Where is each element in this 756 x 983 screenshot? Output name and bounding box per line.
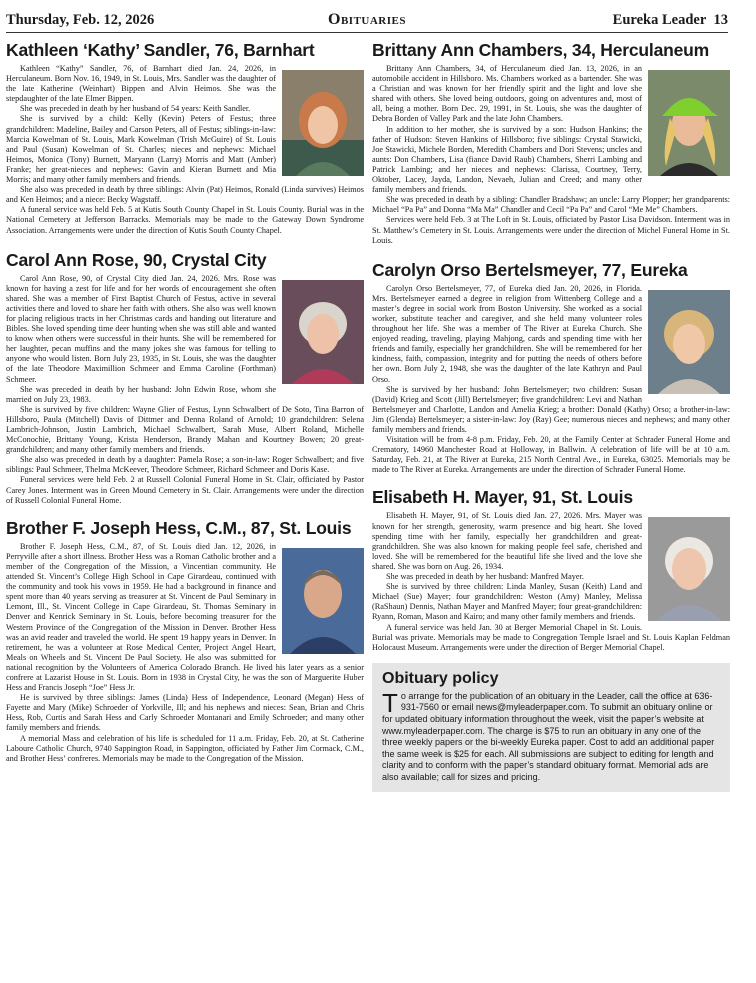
right-column [372, 40, 730, 792]
obituary-paragraph: Brother F. Joseph Hess, C.M., 87, of St. Louis died Jan. 12, 2026, in Perryville after a short illness. Brother Hess was a Roman Catholic brother and a member of the Congregation of the Mission, a Vincentian community. He attended St. Vincent’s College High School in Cape Girardeau, continued with the community and took his vows in 1959. He had a background in finance and spent more than 40 years serving as treasurer at St. Vincent de Paul Seminary in Lemont, Ill., St. Vincent College in Cape Girardeau, St. Thomas Seminary in Denver and Kenrick Seminary in St. Louis, before becoming treasurer for the Western Province of the Congregation of the Mission in Denver. Brother Hess was an avid reader and traveled the world. He spent 19 happy years in Denver. In retirement, he was a volunteer at Rose Medical Center, Project Angel Heart, Meals on Wheels and St. Vincent De Paul Society. He also was submitted for national recognition by the Volunteers of America Colorado Branch. He lived his later years as a senior confrere at Lazarist House in St. Louis. Born in 1938 in Crystal City, he was the son of Marguerite Huber Hess and Francis Joseph “Joe” Hess Jr. [6, 541, 364, 693]
obituary-paragraph: In addition to her mother, she is survived by a son: Hudson Hankins; the father of Hudson: Steven Hankins of Hillsboro; five siblings: Crystal Stawicki, Joe Stawicki, Michele Borden, Meredith Chambers and Dori Stevens; uncles and aunts: Don Chambers, Lisa (fiance David Raub) Chambers, Sherri Lambing and Patrick Lambing; and her nieces and nephews: Clarissa, Courtney, Terry, Oktober, Lacey, Jayda, Landon, Nevaeh, Julian and Creed; and many other family members and friends. [372, 124, 642, 195]
obituary-mayer [372, 487, 730, 652]
obituary-paragraph: She was preceded in death by her husband of 54 years: Keith Sandler. [20, 104, 251, 114]
portrait-photo [648, 290, 730, 394]
obituary-paragraph: He is survived by three siblings: James (Linda) Hess of Independence, Leonard (Megan) Hess of Fayette and Mary (Mike) Schroeder of Yorkville, Ill; and his nephews and nieces: Sean, Brian and Chris Hess, Rob, Curtis and Sarah Hess and Carly Schroeder Montanari and Emily Schroeder; and many other family members and friends. [6, 693, 364, 733]
obituary-paragraph: A memorial Mass and celebration of his life is scheduled for 11 a.m. Friday, Feb. 20, at St. Catherine Laboure Catholic Church, 9740 Sappington Road, in Sappington, officiated by Father Jim Cormack, C.M., and Brother Hess’ confreres. Memorials may be made to the Congregation of the Mission. [6, 733, 364, 763]
obituary-paragraph: Kathleen “Kathy” Sandler, 76, of Barnhart died Jan. 24, 2026, in Herculaneum. Born Nov. 16, 1949, in St. Louis, Mrs. Sandler was the daughter of the late Katherine (Weinhart) Bippen and Alvin Heimos. She was the stepdaughter of the late Elmer Bippen. [6, 64, 276, 104]
obituary-title: Brittany Ann Chambers, 34, Herculaneum [372, 40, 709, 60]
portrait-image [648, 290, 730, 394]
obituary-bertelsmeyer [372, 260, 730, 476]
issue-date: Thursday, Feb. 12, 2026 [6, 12, 155, 28]
obituary-rose [6, 250, 364, 506]
obituary-paragraph: She was preceded in death by a sibling: Chandler Bradshaw; an uncle: Larry Plopper; her grandparents: Michael “Pa Pa” and Donna “Ma Ma” Chandler and Cecil “Pa Pa” and Carol “Me Me” Chambers. [372, 195, 730, 215]
obituary-hess [6, 518, 364, 764]
obituary-paragraph: Visitation will be from 4-8 p.m. Friday, Feb. 20, at the Family Center at Schrader Funeral Home and Crematory, 14960 Manchester Road at Holloway, in Ballwin. A celebration of life will be at 10 a.m. Saturday, Feb. 21, at The River at Eureka, 215 North Central Ave., in Eureka, 63025. Memorials may be made to The River at Eureka. Arrangements are under the direction of Schrader Funeral Home. [372, 435, 730, 475]
paper-name: Eureka Leader [612, 12, 707, 28]
portrait-image [648, 70, 730, 176]
obituary-paragraph: She was preceded in death by her husband: Manfred Mayer. [386, 572, 584, 582]
obituary-sandler [6, 40, 364, 236]
page-number: 13 [713, 12, 728, 28]
obituary-paragraph: She is survived by five children: Wayne Glier of Festus, Lynn Schwalbert of De Soto, Tina Barron of Hillsboro, Paula (Mitchell) Davis of Dittmer and Denna Roland of Arnold; 10 grandchildren: Selena Lambrich-Johnson, Justin Lambrich, Michael Schwalbert, Sarah Muse, Albert Roland, Michelle McConochie, Brittany Young, Krista Henderson, Brandy Mahan and Kourtney Bowen; 20 great-grandchildren; and many other family members and friends. [6, 404, 364, 455]
obituary-paragraph: She is survived by a child: Kelly (Kevin) Peters of Festus; three grandchildren: Madeline, Bailey and Carson Peters, all of Festus; siblings-in-law: Marcia Kowelman of St. Louis, Mark Kowelman (Trish McGuire) of St. Louis and Paul (Susan) Kowelman of St. Charles; nieces and nephews: Michael Heimos, Monica (Tony) Burnett, Maryann (Larry) Morris and Matt (Amber) Franke; her great-nieces and nephews: Gavin and Kieran Burnett and Mia Morris; and many other family members and friends. [6, 114, 276, 185]
obituary-paragraph: She was preceded in death by her husband: John Edwin Rose, whom she married on July 23, 1983. [6, 384, 276, 404]
obituary-title: Brother F. Joseph Hess, C.M., 87, St. Louis [6, 517, 352, 538]
obituary-paragraph: Brittany Ann Chambers, 34, of Herculaneum died Jan. 13, 2026, in an automobile accident in Hillsboro. Ms. Chambers worked as a bartender. She was a Christian and was known for her friendly spirit and the light and love she shared with others. She loved being outdoors, going on adventures and, most of all, being a mother. Born Dec. 29, 1991, in St. Louis, she was the daughter of Debra Borden of Valley Park and the late John Chambers. [372, 64, 642, 124]
page-header [6, 10, 728, 33]
portrait-photo [648, 517, 730, 621]
policy-body: o arrange for the publication of an obituary in the Leader, call the office at 636-931-7560 or email news@myleaderpaper.com. To submit an obituary online or for updated obituary information throughout the week, visit the paper’s website at www.myleaderpaper.com. The charge is $75 to run an obituary in any one of the three weekly papers or the bi-weekly Eureka paper. Cost to add an additional paper the same week is $25 for each. All submissions are subject to editing for length and clarity and to conform with the paper’s standard obituary format. Memorial ads are also available; call for sizes and pricing. [382, 690, 715, 782]
policy-text [382, 687, 720, 784]
obituary-title: Elisabeth H. Mayer, 91, St. Louis [372, 487, 633, 508]
obituary-paragraph: She is survived by three children: Linda Manley, Susan (Keith) Land and Michael (Sue) Mayer; four grandchildren: Weston (Amy) Manley, Melissa (RaShaun) Dennis, Nathan Mayer and Manfred Mayer; four great-grandchildren: Ryann, Roman, Mason and Kairo; and many other family members and friends. [372, 582, 642, 622]
portrait-image [282, 548, 364, 654]
obituary-title: Carol Ann Rose, 90, Crystal City [6, 249, 267, 270]
policy-title: Obituary policy [382, 669, 499, 687]
masthead [613, 12, 728, 29]
obituary-paragraph: Carolyn Orso Bertelsmeyer, 77, of Eureka died Jan. 20, 2026, in Florida. Mrs. Bertelsmeyer earned a degree in religion from Wittenberg College and a master’s degree in social work from Boston University. She worked as a social worker, substitute teacher and caregiver, and she held many volunteer roles throughout her life. She was a member of The River at Eureka Church. She enjoyed reading, traveling, playing Mahjong, cards and spending time with her friends and family, especially her grandchildren. She will be remembered for her kindness, faith, compassion, integrity and for putting the needs of others before her own. Born July 2, 1948, she was the daughter of the late Kathryn and Paul Orso. [372, 283, 642, 384]
obituary-paragraph: She also was preceded in death by three siblings: Alvin (Pat) Heimos, Ronald (Linda survives) Heimos and Ken Heimos; and a niece: Becky Wagstaff. [6, 185, 364, 205]
obituary-chambers [372, 40, 730, 246]
obituary-paragraph: Elisabeth H. Mayer, 91, of St. Louis died Jan. 27, 2026. Mrs. Mayer was known for her strength, generosity, warm presence and big heart. She loved spending time with her family, especially her grandchildren and great-grandchildren. She was also known for making people feel safe, cherished and loved. She will be remembered for the beautiful life she lived and the love she shared. She was born on Aug. 26, 1934. [372, 511, 642, 571]
section-title: Obituaries [328, 11, 406, 28]
left-column [6, 40, 364, 770]
portrait-image [648, 517, 730, 621]
portrait-photo [282, 280, 364, 384]
portrait-image [282, 280, 364, 384]
obituary-title: Carolyn Orso Bertelsmeyer, 77, Eureka [372, 259, 688, 280]
drop-cap: T [382, 687, 398, 718]
obituary-title: Kathleen ‘Kathy’ Sandler, 76, Barnhart [6, 40, 315, 60]
obituary-paragraph: She is survived by her husband: John Bertelsmeyer; two children: Susan (David) Krieg and Scott (Jill) Bertelsmeyer; five grandchildren: Levi and Nathan Bertelsmeyer and Charlotte, Landon and Amelia Krieg; a brother: Donald (Kathy) Orso; a brother-in-law: Jim (Glenda) Bertelsmeyer; a sister-in-law: Joy (Ray) Gee; numerous nieces and nephews; and many other family members and friends. [372, 384, 730, 434]
obituary-paragraph: Services were held Feb. 3 at The Loft in St. Louis, officiated by Pastor Lisa Davidson. Interment was in St. Matthew’s Cemetery in St. Louis. Arrangements were under the direction of Michel Funeral Home in St. Louis. [372, 215, 730, 245]
obituary-paragraph: A funeral service was held Jan. 30 at Berger Memorial Chapel in St. Louis. Burial was private. Memorials may be made to Congregation Temple Israel and St. Louis Kaplan Feldman Holocaust Museum. Arrangements were under the direction of Berger Memorial Chapel. [372, 622, 730, 652]
obituary-paragraph: Funeral services were held Feb. 2 at Russell Colonial Funeral Home in St. Clair, officiated by Pastor Carey Jones. Interment was in Green Mound Cemetery in St. Clair. Arrangements were under the direction of Russell Colonial Funeral Home. [6, 475, 364, 505]
obituary-policy-box [372, 663, 730, 792]
portrait-photo [648, 70, 730, 176]
obituary-paragraph: Carol Ann Rose, 90, of Crystal City died Jan. 24, 2026. Mrs. Rose was known for having a zest for life and for her words of encouragement she often shared. She was a member of First Baptist Church of Festus, active in several activities there and loved to share her faith with others. She also was well known for placing religious tracts in her Christmas cards and handing out literature and Bibles. She loved spending time deer hunting when she was still able and wanted to know when others were successful in their hunts. She will be remembered for her laughter, pecan muffins and the many jokes she was famous for telling to anyone who would listen. Born July 23, 1935, in St. Louis, she was the daughter of the late Theodore Maximillion Schmeer and Emma Caroline (Forthman) Schmeer. [6, 273, 276, 384]
portrait-image [282, 70, 364, 176]
portrait-photo [282, 548, 364, 654]
obituary-paragraph: A funeral service was held Feb. 5 at Kutis South County Chapel in St. Louis County. Burial was in the National Cemetery at Jefferson Barracks. Memorials may be made to the Gateway Down Syndrome Association. Arrangements were under the direction of Kutis South County Chapel. [6, 205, 364, 235]
obituary-paragraph: She also was preceded in death by a daughter: Pamela Rose; a son-in-law: Roger Schwalbert; and five siblings: Paul Schmeer, Thelma McKeever, Theodore Schmeer, Richard Schmeer and Doris Kase. [6, 455, 364, 475]
portrait-photo [282, 70, 364, 176]
